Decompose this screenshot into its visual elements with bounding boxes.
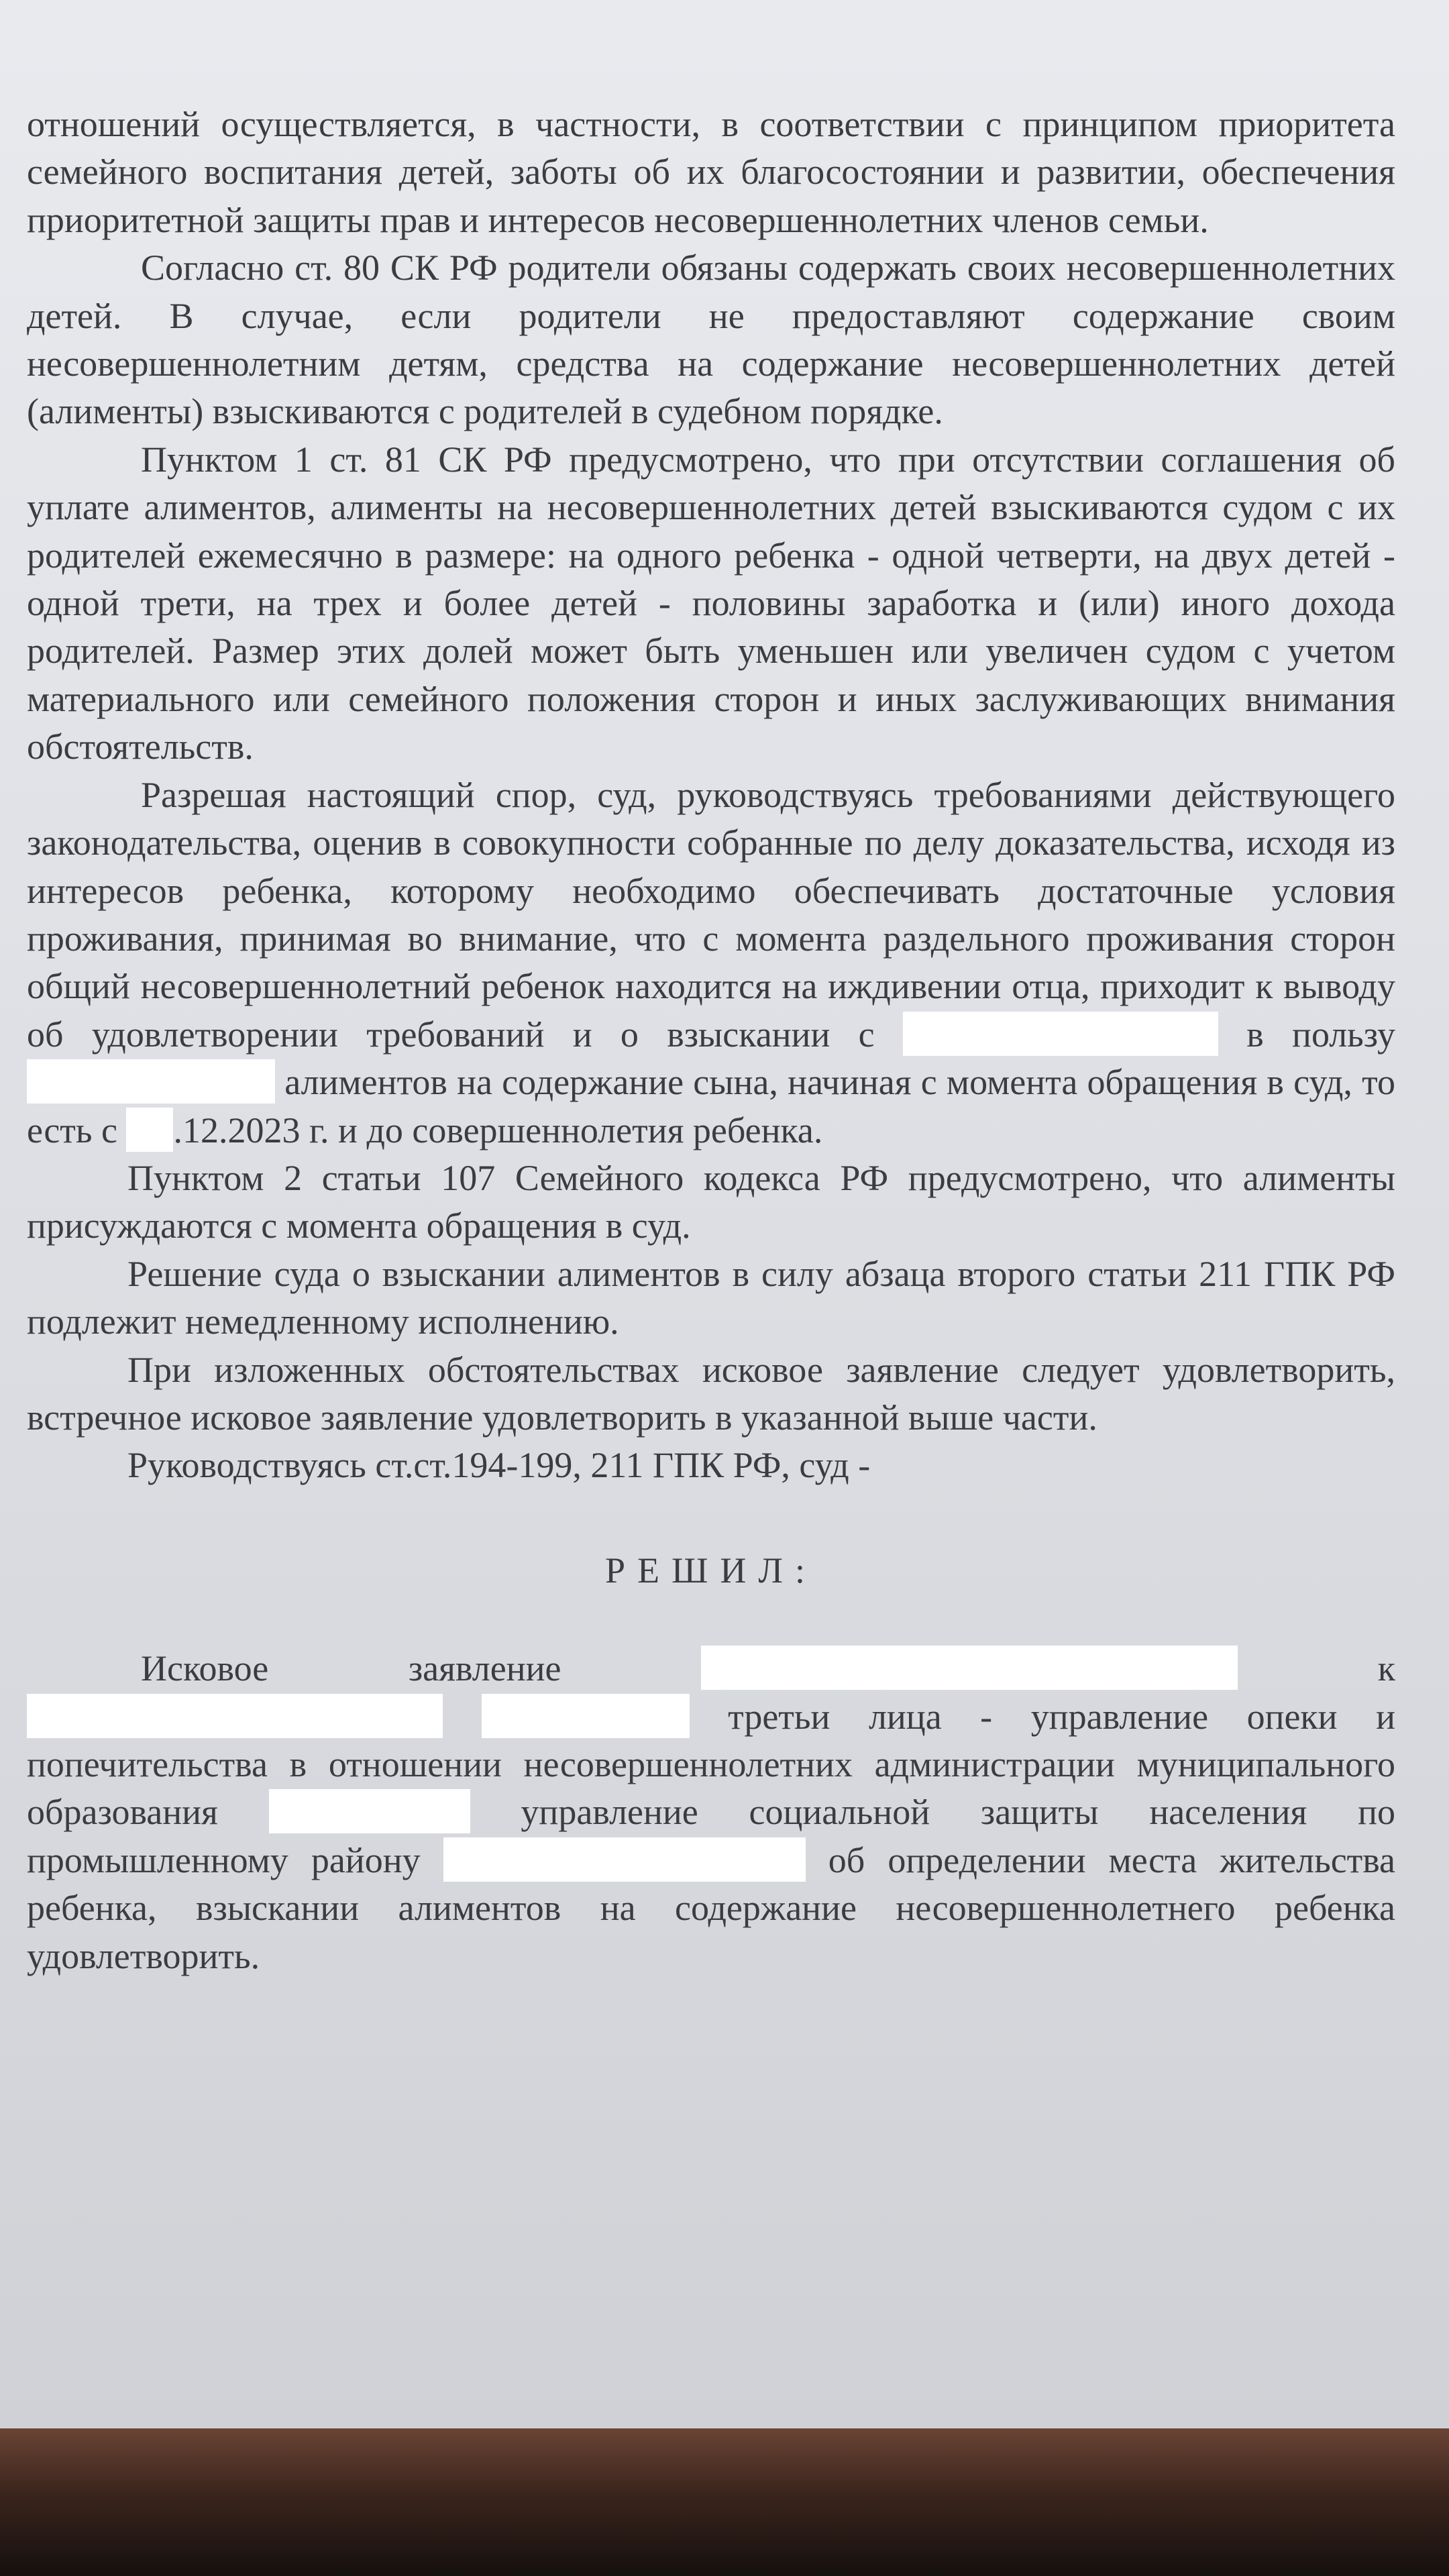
paragraph-4-text-b: в пользу <box>1246 1014 1396 1055</box>
decision-text-c: третьи лица - управление опеки и попечительства в отношении несовершеннолетних администрации муниципального образования <box>27 1696 1395 1833</box>
decision-paragraph <box>27 1645 1395 1980</box>
paragraph-8: Руководствуясь ст.ст.194-199, 211 ГПК РФ, суд - <box>127 1445 871 1486</box>
redaction-box <box>126 1108 173 1152</box>
redaction-box <box>903 1012 1218 1056</box>
paragraph-4-text-d: .12.2023 г. и до совершеннолетия ребенка. <box>173 1110 823 1150</box>
paragraph-4-text-c: алиментов на содержание сына, начиная с момента обращения в суд, то есть с <box>27 1062 1395 1150</box>
paragraph-1: отношений осуществляется, в частности, в соответствии с принципом приоритета семейного воспитания детей, заботы об их благосостоянии и развитии, обеспечения приоритетной защиты прав и интересов несовершеннолетних членов семьи. <box>27 104 1395 240</box>
background-surface <box>0 2428 1449 2576</box>
decision-text-d: управление социальной защиты населения по промышленному району <box>27 1792 1396 1880</box>
paragraph-4-text-a: Разрешая настоящий спор, суд, руководствуясь требованиями действующего законодательства, оценив в совокупности собранные по делу доказательства, исходя из интересов ребенка, которому необходимо обеспечивать достаточные условия проживания, принимая во внимание, что с момента раздельного проживания сторон общий несовершеннолетний ребенок находится на иждивении отца, приходит к выводу об удовлетворении требований и о взыскании с <box>27 774 1395 1055</box>
decision-text-a: Исковое заявление <box>141 1648 561 1689</box>
decision-text-e: об определении места жительства ребенка, взыскании алиментов на содержание несовершеннолетнего ребенка удовлетворить. <box>27 1839 1396 1976</box>
redaction-box <box>701 1646 1238 1690</box>
paragraph-7: При изложенных обстоятельствах исковое заявление следует удовлетворить, встречное исковое заявление удовлетворить в указанной выше части. <box>27 1349 1395 1438</box>
decision-heading: РЕШИЛ: <box>604 1550 818 1591</box>
redaction-box <box>482 1694 690 1738</box>
paragraph-2: Согласно ст. 80 СК РФ родители обязаны содержать своих несовершеннолетних детей. В случае, если родители не предоставляют содержание своим несовершеннолетним детям, средства на содержание несовершеннолетних детей (алименты) взыскиваются с родителей в судебном порядке. <box>27 248 1395 432</box>
paragraph-3: Пунктом 1 ст. 81 СК РФ предусмотрено, что при отсутствии соглашения об уплате алиментов, алименты на несовершеннолетних детей взыскиваются судом с их родителей ежемесячно в размере: на одного ребенка - одной четверти, на двух детей - одной трети, на трех и более детей - половины заработка и (или) иного дохода родителей. Размер этих долей может быть уменьшен или увеличен судом с учетом материального или семейного положения сторон и иных заслуживающих внимания обстоятельств. <box>27 439 1395 767</box>
paragraph-6: Решение суда о взыскании алиментов в силу абзаца второго статьи 211 ГПК РФ подлежит немедленному исполнению. <box>27 1253 1395 1342</box>
paragraph-5: Пунктом 2 статьи 107 Семейного кодекса РФ предусмотрено, что алименты присуждаются с момента обращения в суд. <box>27 1157 1395 1246</box>
redaction-box <box>269 1789 470 1833</box>
redaction-box <box>443 1837 806 1882</box>
redaction-box <box>27 1694 443 1738</box>
document-body <box>27 101 1395 1980</box>
paragraph-4 <box>27 771 1395 1155</box>
redaction-box <box>27 1059 275 1104</box>
decision-text-b: к <box>1377 1648 1395 1689</box>
